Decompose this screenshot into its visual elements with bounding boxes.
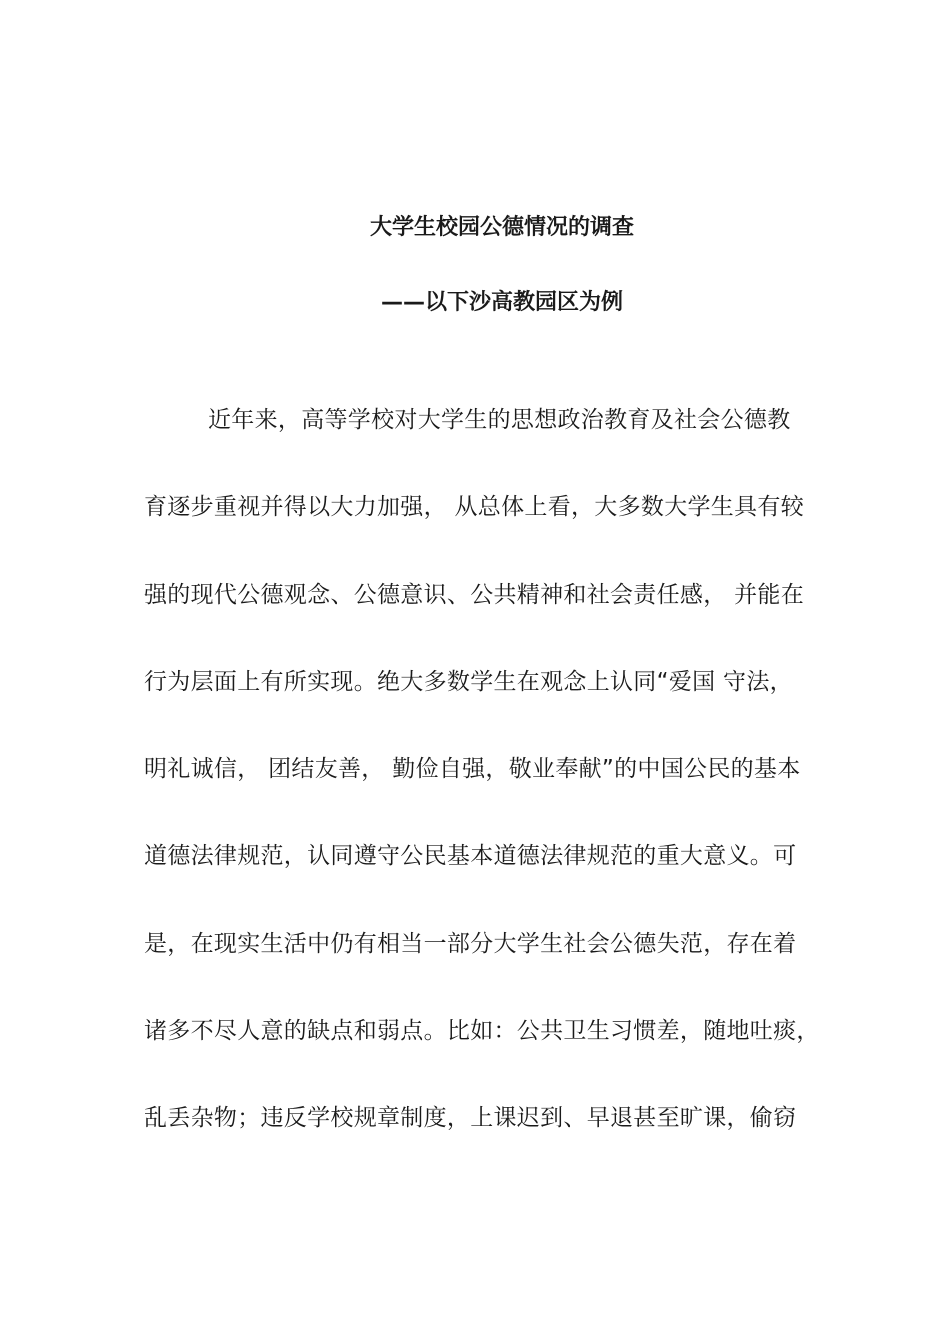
document-subtitle: ——以下沙高教园区为例 xyxy=(380,290,623,315)
paragraph-line: 强的现代公德观念、公德意识、公共精神和社会责任感， 并能在 xyxy=(144,581,805,608)
paragraph-line: 行为层面上有所实现。绝大多数学生在观念上认同“爱国 守法， xyxy=(144,668,793,695)
paragraph-line: 诸多不尽人意的缺点和弱点。比如：公共卫生习惯差，随地吐痰， xyxy=(144,1018,820,1045)
body-paragraph xyxy=(144,402,834,1188)
document-title: 大学生校园公德情况的调查 xyxy=(369,215,634,240)
paragraph-line: 道德法律规范，认同遵守公民基本道德法律规范的重大意义。可 xyxy=(144,843,797,870)
paragraph-line: 近年来，高等学校对大学生的思想政治教育及社会公德教 xyxy=(208,407,791,433)
paragraph-line: 乱丢杂物；违反学校规章制度，上课迟到、早退甚至旷课，偷窃 xyxy=(144,1105,797,1132)
paragraph-line: 是，在现实生活中仍有相当一部分大学生社会公德失范，存在着 xyxy=(144,930,797,957)
paragraph-line: 明礼诚信， 团结友善， 勤俭自强，敬业奉献”的中国公民的基本 xyxy=(144,756,801,783)
paragraph-line: 育逐步重视并得以大力加强， 从总体上看，大多数大学生具有较 xyxy=(144,494,805,521)
